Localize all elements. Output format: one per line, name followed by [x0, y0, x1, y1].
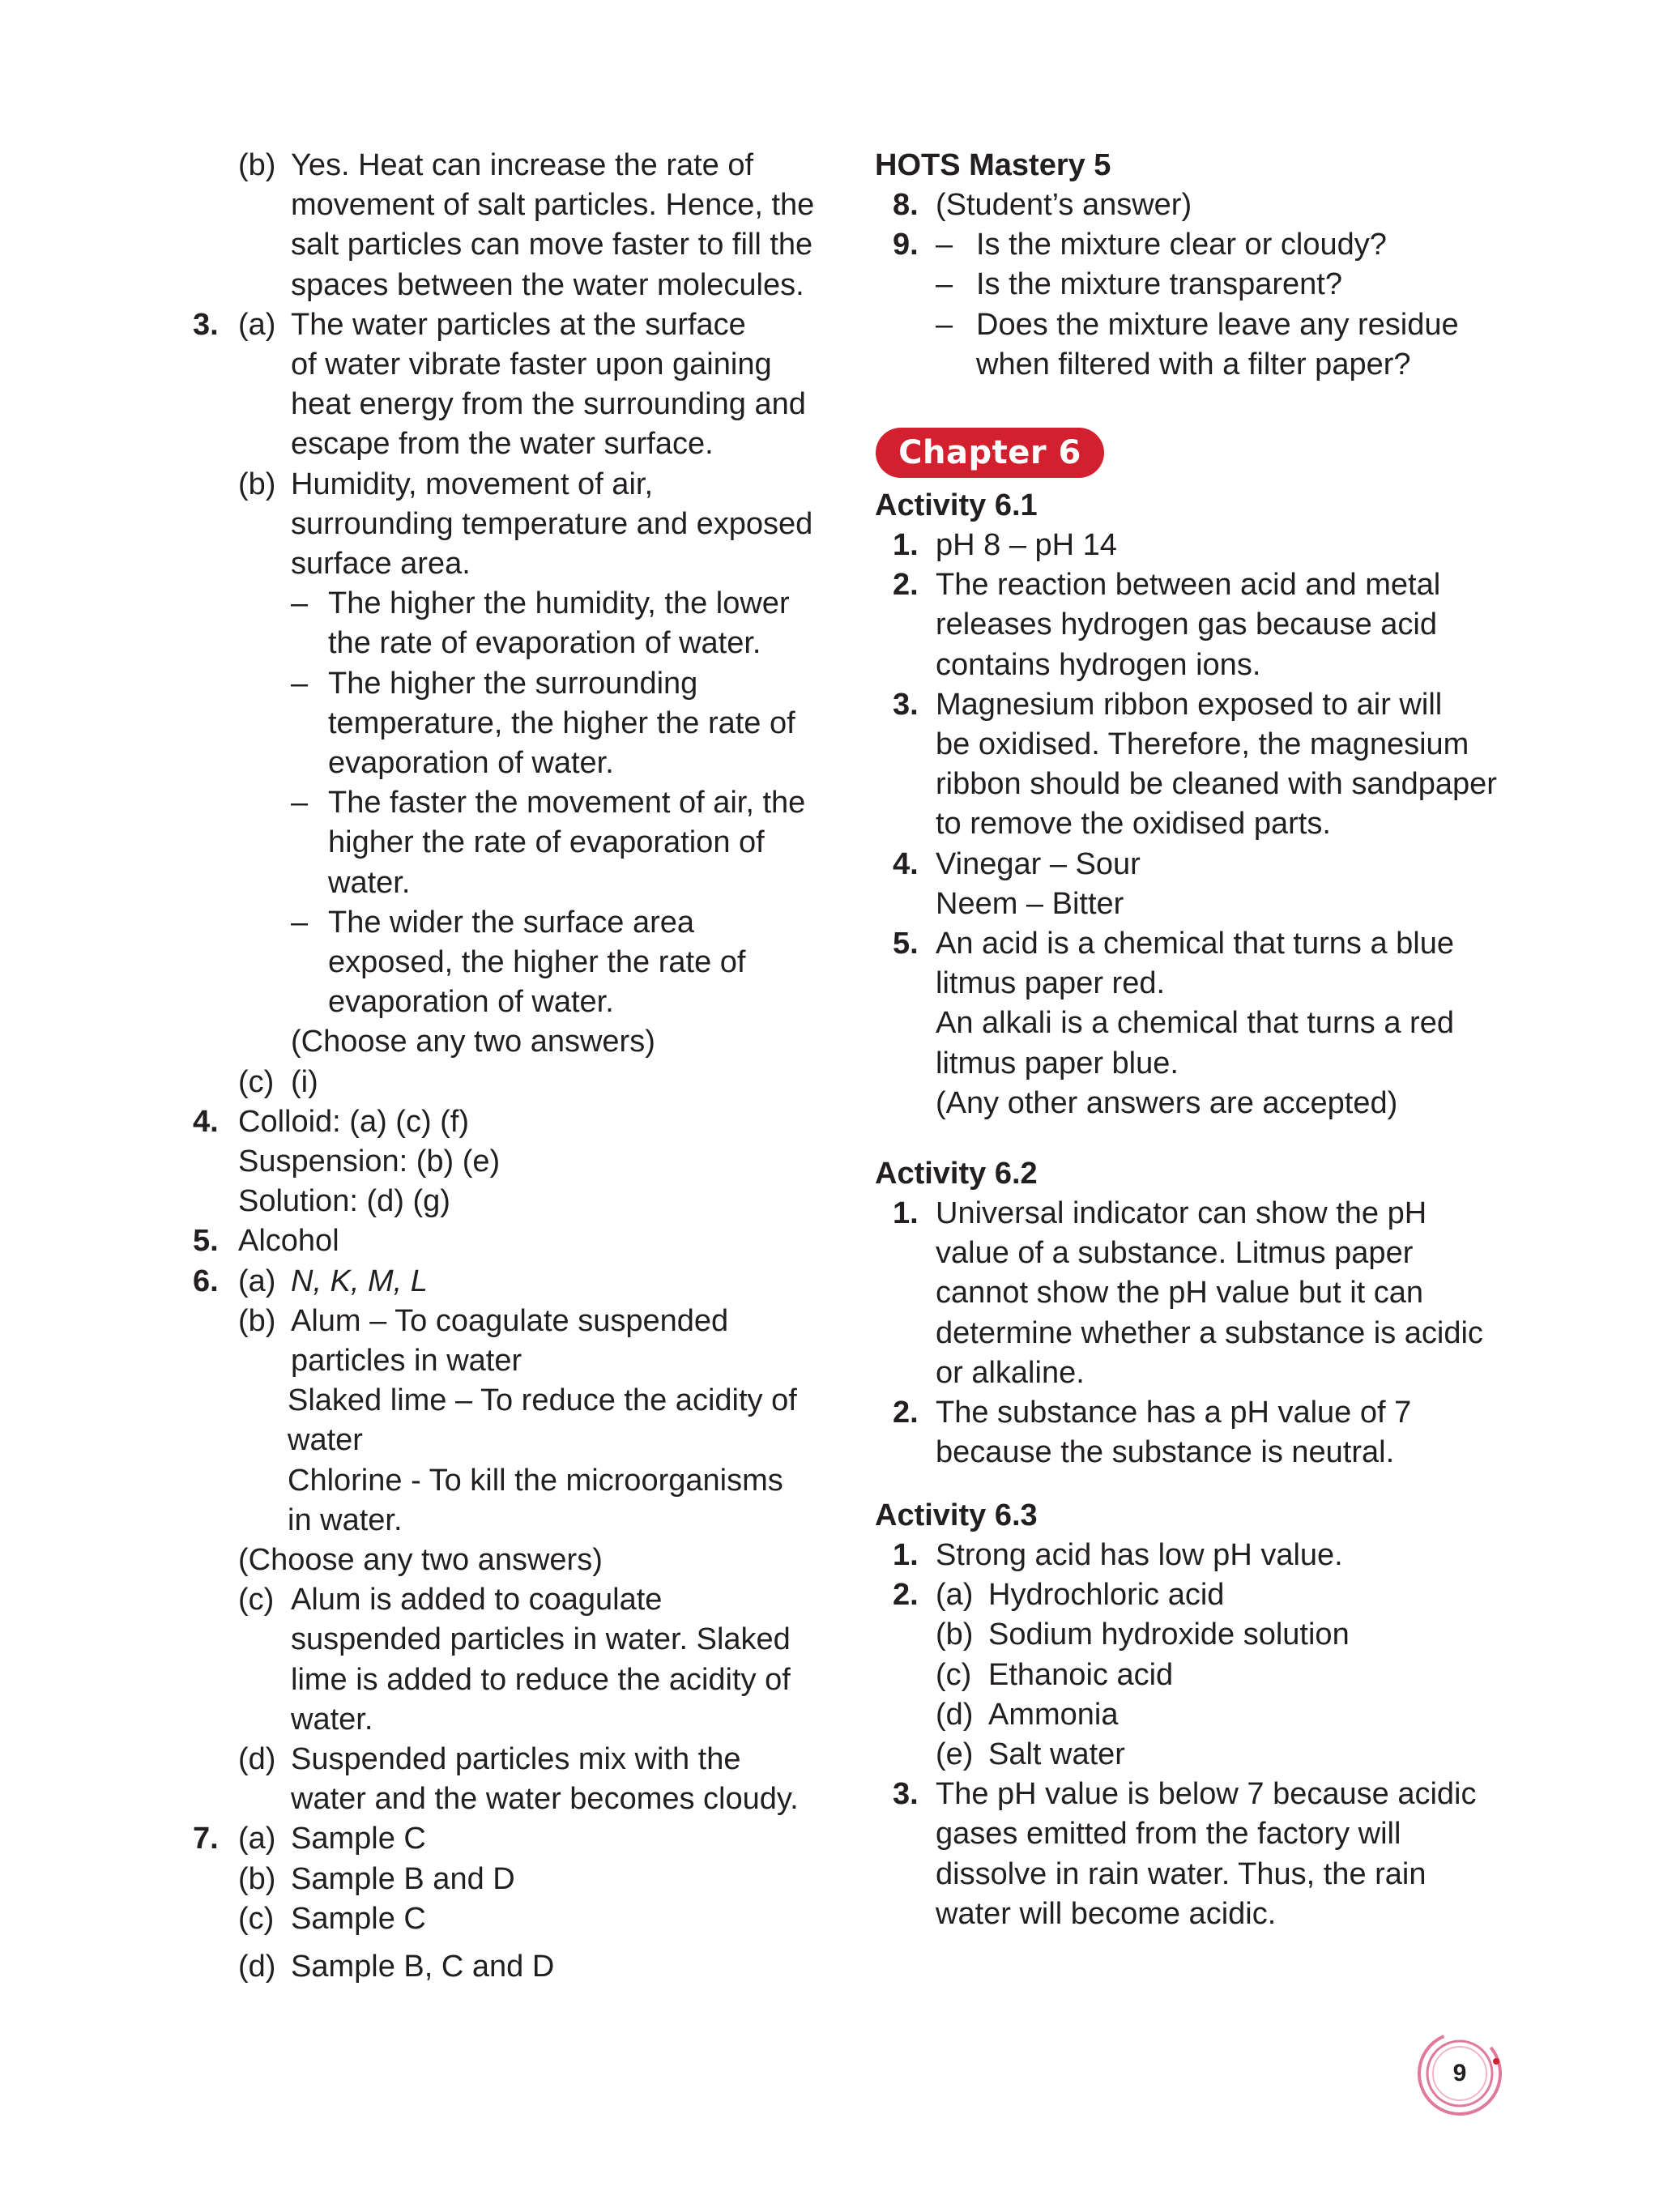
- answer-text: (Choose any two answers): [238, 1543, 603, 1577]
- answer-text: temperature, the higher the rate of: [328, 705, 795, 740]
- answer-text: Is the mixture clear or cloudy?: [976, 228, 1387, 262]
- answer-text: Humidity, movement of air,: [291, 467, 654, 501]
- answer-text: Sample C: [291, 1901, 426, 1936]
- answer-text: cannot show the pH value but it can: [936, 1276, 1424, 1311]
- answer-text: escape from the water surface.: [291, 427, 714, 462]
- answer-text: water will become acidic.: [936, 1896, 1277, 1931]
- answer-text: Ammonia: [988, 1697, 1119, 1732]
- question-number: 3.: [893, 687, 919, 722]
- question-number: 5.: [193, 1224, 219, 1259]
- bullet-dash: –: [291, 586, 309, 621]
- sub-label: (c): [238, 1064, 275, 1099]
- answer-text: Slaked lime – To reduce the acidity of: [288, 1383, 797, 1418]
- answer-text: water and the water becomes cloudy.: [291, 1782, 799, 1817]
- sub-label: (c): [238, 1901, 275, 1936]
- answer-text: Solution: (d) (g): [238, 1184, 450, 1219]
- answer-text: Colloid: (a) (c) (f): [238, 1104, 470, 1139]
- question-number: 9.: [893, 228, 919, 262]
- question-number: 8.: [893, 188, 919, 222]
- answer-text: Suspension: (b) (e): [238, 1144, 501, 1178]
- answer-text: Neem – Bitter: [936, 886, 1124, 921]
- sub-label: (c): [936, 1657, 972, 1692]
- answer-text: contains hydrogen ions.: [936, 647, 1261, 682]
- answer-text: Sample B, C and D: [291, 1950, 555, 1984]
- answer-text: exposed, the higher the rate of: [328, 945, 746, 979]
- answer-text: lime is added to reduce the acidity of: [291, 1662, 791, 1697]
- answer-text: The higher the surrounding: [328, 666, 698, 701]
- answer-text: Is the mixture transparent?: [976, 267, 1342, 302]
- answer-text: because the substance is neutral.: [936, 1435, 1395, 1470]
- answer-text: Sample C: [291, 1822, 426, 1856]
- bullet-dash: –: [291, 666, 309, 701]
- answer-text: Sample B and D: [291, 1861, 515, 1896]
- answer-text: litmus paper red.: [936, 966, 1166, 1001]
- answer-text: An alkali is a chemical that turns a red: [936, 1006, 1454, 1041]
- page-number: 9: [1452, 2060, 1467, 2086]
- answer-text: pH 8 – pH 14: [936, 528, 1117, 562]
- answer-text: Ethanoic acid: [988, 1657, 1174, 1692]
- sub-label: (e): [936, 1737, 974, 1771]
- answer-text: Alum is added to coagulate: [291, 1583, 663, 1617]
- answer-text: Strong acid has low pH value.: [936, 1538, 1343, 1572]
- answer-text: Yes. Heat can increase the rate of: [291, 148, 754, 182]
- answer-text: the rate of evaporation of water.: [328, 626, 761, 661]
- activity-heading: Activity 6.2: [875, 1157, 1038, 1191]
- page-number-badge: [1411, 2025, 1508, 2122]
- answer-text: determine whether a substance is acidic: [936, 1315, 1483, 1350]
- question-number: 6.: [193, 1264, 219, 1298]
- answer-text: suspended particles in water. Slaked: [291, 1622, 791, 1657]
- sub-label: (b): [238, 1303, 276, 1338]
- hots-heading: HOTS Mastery 5: [875, 148, 1111, 182]
- answer-text: An acid is a chemical that turns a blue: [936, 927, 1455, 961]
- answer-text: releases hydrogen gas because acid: [936, 607, 1437, 642]
- answer-text: (Choose any two answers): [291, 1025, 655, 1059]
- answer-text: dissolve in rain water. Thus, the rain: [936, 1856, 1427, 1891]
- question-number: 5.: [893, 927, 919, 961]
- answer-text: water.: [328, 865, 411, 900]
- sub-label: (d): [936, 1697, 974, 1732]
- answer-text: N, K, M, L: [291, 1264, 428, 1298]
- question-number: 3.: [893, 1777, 919, 1812]
- bullet-dash: –: [936, 307, 953, 342]
- answer-text: The substance has a pH value of 7: [936, 1396, 1412, 1430]
- answer-text: The wider the surface area: [328, 905, 695, 940]
- answer-text: Universal indicator can show the pH: [936, 1196, 1427, 1230]
- answer-text: water: [288, 1423, 363, 1458]
- answer-text: higher the rate of evaporation of: [328, 825, 765, 860]
- answer-text: Alcohol: [238, 1224, 339, 1259]
- answer-text: of water vibrate faster upon gaining: [291, 347, 772, 381]
- answer-text: Chlorine - To kill the microorganisms: [288, 1463, 783, 1498]
- question-number: 1.: [893, 1538, 919, 1572]
- question-number: 1.: [893, 1196, 919, 1230]
- sub-label: (a): [936, 1578, 974, 1613]
- question-number: 1.: [893, 528, 919, 562]
- bullet-dash: –: [936, 267, 953, 302]
- question-number: 2.: [893, 1396, 919, 1430]
- sub-label: (d): [238, 1742, 276, 1776]
- answer-text: evaporation of water.: [328, 746, 614, 780]
- answer-text: heat energy from the surrounding and: [291, 387, 806, 422]
- answer-text: litmus paper blue.: [936, 1046, 1179, 1080]
- answer-text: The faster the movement of air, the: [328, 786, 806, 820]
- answer-text: Hydrochloric acid: [988, 1578, 1225, 1613]
- answer-text: evaporation of water.: [328, 985, 614, 1020]
- answer-text: ribbon should be cleaned with sandpaper: [936, 767, 1497, 802]
- answer-text: Magnesium ribbon exposed to air will: [936, 687, 1443, 722]
- activity-heading: Activity 6.1: [875, 488, 1038, 522]
- answer-text: value of a substance. Litmus paper: [936, 1236, 1414, 1271]
- answer-text: (Any other answers are accepted): [936, 1085, 1398, 1120]
- sub-label: (a): [238, 1264, 276, 1298]
- answer-text: Salt water: [988, 1737, 1125, 1771]
- sub-label: (b): [238, 1861, 276, 1896]
- sub-label: (b): [238, 467, 276, 501]
- answer-text: Does the mixture leave any residue: [976, 307, 1459, 342]
- answer-text: Suspended particles mix with the: [291, 1742, 741, 1776]
- answer-text: salt particles can move faster to fill the: [291, 228, 813, 262]
- sub-label: (c): [238, 1583, 275, 1617]
- answer-text: (Student’s answer): [936, 188, 1192, 222]
- answer-text: The water particles at the surface: [291, 307, 746, 342]
- question-number: 2.: [893, 568, 919, 603]
- answer-text: Alum – To coagulate suspended: [291, 1303, 729, 1338]
- answer-text: movement of salt particles. Hence, the: [291, 188, 815, 223]
- answer-text: be oxidised. Therefore, the magnesium: [936, 727, 1469, 761]
- answer-text: spaces between the water molecules.: [291, 267, 804, 302]
- question-number: 2.: [893, 1578, 919, 1613]
- answer-text: gases emitted from the factory will: [936, 1817, 1401, 1852]
- question-number: 3.: [193, 307, 219, 342]
- answer-text: surrounding temperature and exposed: [291, 506, 813, 541]
- activity-heading: Activity 6.3: [875, 1498, 1038, 1532]
- answer-text: surface area.: [291, 547, 471, 581]
- sub-label: (d): [238, 1950, 276, 1984]
- sub-label: (b): [936, 1617, 974, 1652]
- sub-label: (b): [238, 148, 276, 182]
- question-number: 4.: [893, 846, 919, 881]
- answer-text: to remove the oxidised parts.: [936, 807, 1331, 842]
- answer-text: Sodium hydroxide solution: [988, 1617, 1350, 1652]
- answer-text: water.: [291, 1702, 373, 1737]
- bullet-dash: –: [936, 228, 953, 262]
- chapter-tag: Chapter 6: [876, 428, 1104, 478]
- answer-text: when filtered with a filter paper?: [976, 347, 1411, 381]
- bullet-dash: –: [291, 905, 309, 940]
- sub-label: (a): [238, 1822, 276, 1856]
- question-number: 7.: [193, 1822, 219, 1856]
- answer-text: (i): [291, 1064, 318, 1099]
- question-number: 4.: [193, 1104, 219, 1139]
- answer-text: particles in water: [291, 1344, 522, 1378]
- answer-text: The reaction between acid and metal: [936, 568, 1441, 603]
- answer-text: The higher the humidity, the lower: [328, 586, 790, 621]
- answer-text: or alkaline.: [936, 1355, 1085, 1390]
- answer-text: The pH value is below 7 because acidic: [936, 1777, 1477, 1812]
- sub-label: (a): [238, 307, 276, 342]
- bullet-dash: –: [291, 786, 309, 820]
- answer-text: in water.: [288, 1502, 403, 1537]
- answer-text: Vinegar – Sour: [936, 846, 1141, 881]
